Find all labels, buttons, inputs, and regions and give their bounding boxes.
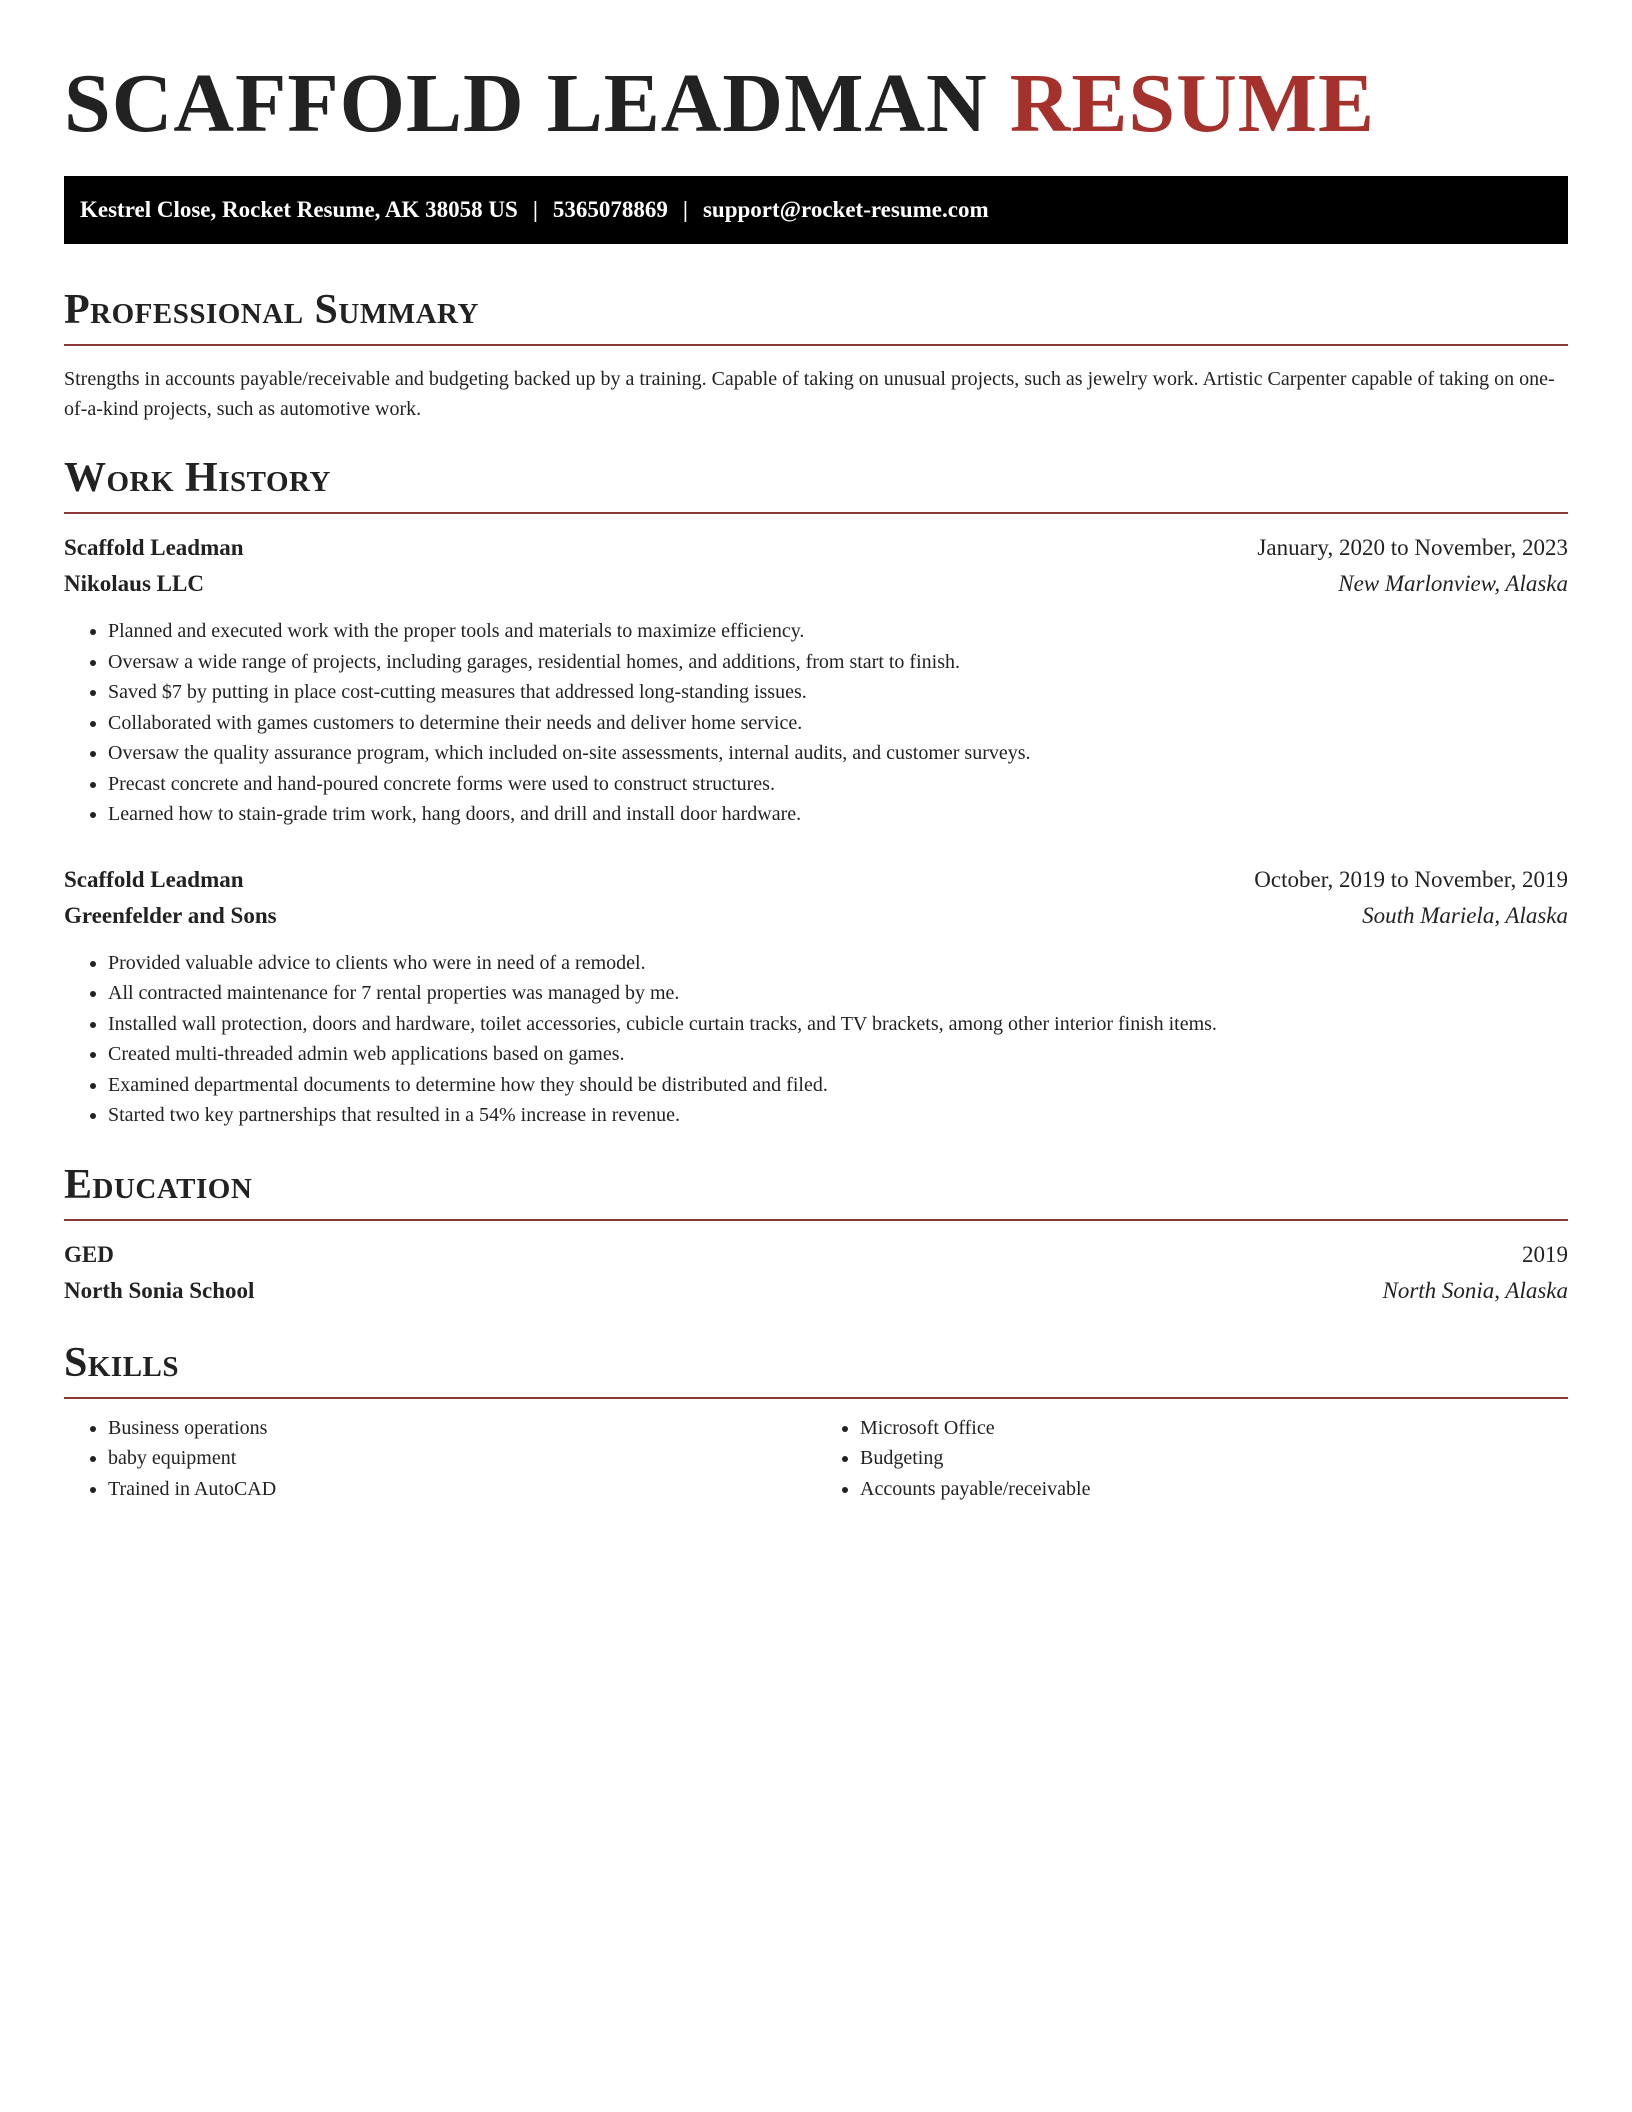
- list-item: • Collaborated with games customers to determine their needs and deliver home service.: [108, 708, 1568, 739]
- section-heading-work-history: Work History: [64, 454, 1568, 514]
- list-item: • Examined departmental documents to determine how they should be distributed and filed.: [108, 1070, 1568, 1101]
- list-item: • Created multi-threaded admin web applications based on games.: [108, 1039, 1568, 1070]
- skill-item: • Microsoft Office: [860, 1413, 1568, 1444]
- resume-title: [64, 0, 1568, 152]
- list-item: • Oversaw the quality assurance program, which included on-site assessments, internal audits, and customer surveys.: [108, 738, 1568, 769]
- job-bullet-list: [64, 616, 1568, 830]
- skills-list-right: [816, 1413, 1568, 1505]
- skill-item: • baby equipment: [108, 1443, 816, 1474]
- job-dates: October, 2019 to November, 2019: [1254, 866, 1568, 892]
- job-location: New Marlonview, Alaska: [1338, 571, 1568, 596]
- contact-email: support@rocket-resume.com: [702, 197, 989, 222]
- summary-text: Strengths in accounts payable/receivable and budgeting backed up by a training. Capable of taking on unusual projects, such as jewelry work. Artistic Carpenter capable of taking on one-of-a-kind projects, such as automotive work.: [64, 368, 1555, 420]
- contact-separator: |: [682, 197, 688, 222]
- job-dates: January, 2020 to November, 2023: [1257, 535, 1568, 560]
- job-company-row: [64, 566, 1568, 602]
- section-heading-education: Education: [64, 1161, 1568, 1221]
- job-header-row: [64, 530, 1568, 566]
- list-item: • Planned and executed work with the proper tools and materials to maximize efficiency.: [108, 616, 1568, 647]
- skill-item: • Budgeting: [860, 1443, 1568, 1474]
- job-location: South Mariela, Alaska: [1362, 902, 1568, 928]
- education-year: 2019: [1522, 1241, 1568, 1267]
- list-item: • Installed wall protection, doors and hardware, toilet accessories, cubicle curtain tracks, and TV brackets, among other interior finish items.: [108, 1009, 1568, 1040]
- contact-bar: [64, 176, 1568, 244]
- job-entry: [64, 530, 1568, 830]
- skill-item: • Trained in AutoCAD: [108, 1474, 816, 1505]
- education-school: North Sonia School: [64, 1277, 255, 1303]
- contact-phone: 5365078869: [552, 197, 668, 222]
- section-heading-summary: Professional Summary: [64, 286, 1568, 346]
- education-location: North Sonia, Alaska: [1382, 1277, 1568, 1303]
- section-heading-skills: Skills: [64, 1339, 1568, 1399]
- list-item: • Provided valuable advice to clients who were in need of a remodel.: [108, 948, 1568, 979]
- title-main: SCAFFOLD LEADMAN: [64, 57, 988, 150]
- job-company: Nikolaus LLC: [64, 571, 204, 596]
- list-item: • All contracted maintenance for 7 rental properties was managed by me.: [108, 978, 1568, 1009]
- job-entry: [64, 862, 1568, 1131]
- job-bullet-list: [64, 948, 1568, 1131]
- job-title: Scaffold Leadman: [64, 535, 244, 560]
- list-item: • Oversaw a wide range of projects, including garages, residential homes, and additions, from start to finish.: [108, 647, 1568, 678]
- job-company: Greenfelder and Sons: [64, 902, 277, 928]
- contact-separator: |: [532, 197, 538, 222]
- skill-item: • Accounts payable/receivable: [860, 1474, 1568, 1505]
- list-item: • Saved $7 by putting in place cost-cutting measures that addressed long-standing issues.: [108, 677, 1568, 708]
- job-header-row: [64, 862, 1568, 898]
- title-accent: RESUME: [1009, 57, 1376, 150]
- education-degree-row: [64, 1237, 1568, 1273]
- contact-address: Kestrel Close, Rocket Resume, AK 38058 US: [80, 197, 518, 222]
- job-company-row: [64, 898, 1568, 934]
- education-entry: [64, 1237, 1568, 1309]
- job-title: Scaffold Leadman: [64, 866, 244, 892]
- skills-list-left: [64, 1413, 816, 1505]
- list-item: • Precast concrete and hand-poured concrete forms were used to construct structures.: [108, 769, 1568, 800]
- education-school-row: [64, 1273, 1568, 1309]
- skills-grid: [64, 1413, 1568, 1505]
- list-item: • Started two key partnerships that resulted in a 54% increase in revenue.: [108, 1100, 1568, 1131]
- education-degree: GED: [64, 1241, 114, 1267]
- list-item: • Learned how to stain-grade trim work, hang doors, and drill and install door hardware.: [108, 799, 1568, 830]
- skill-item: • Business operations: [108, 1413, 816, 1444]
